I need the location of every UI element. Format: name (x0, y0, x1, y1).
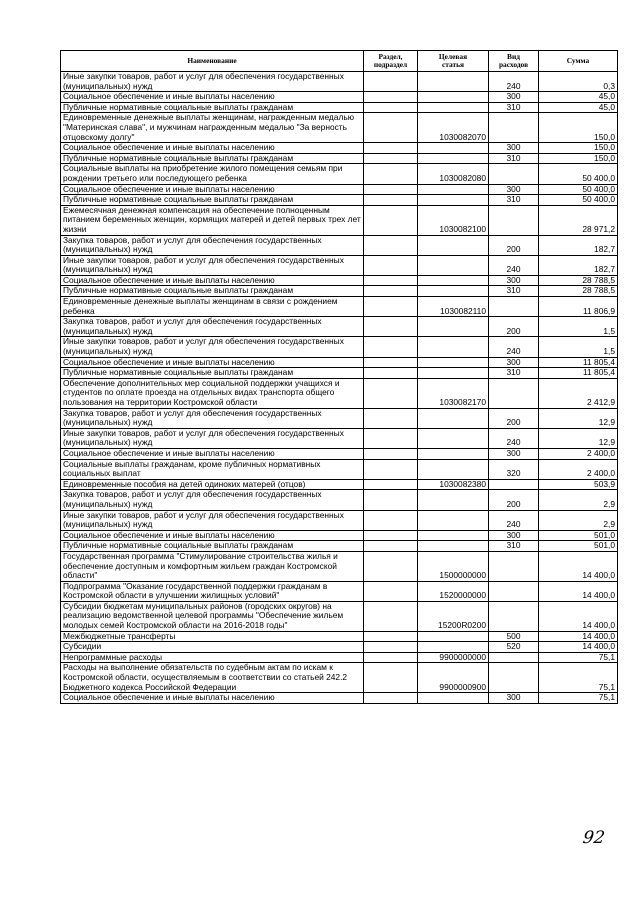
table-row (61, 143, 618, 154)
row-target (418, 448, 489, 459)
row-target (418, 459, 489, 479)
row-section (364, 235, 418, 255)
row-target: 15200R0200 (418, 601, 489, 631)
row-name: Социальное обеспечение и иные выплаты населению (61, 143, 364, 154)
row-kind: 300 (489, 184, 539, 195)
row-section (364, 275, 418, 286)
table-row (61, 510, 618, 530)
row-section (364, 663, 418, 693)
row-sum: 501,0 (539, 541, 618, 552)
table-row (61, 357, 618, 368)
table-row (61, 297, 618, 317)
table-row (61, 693, 618, 704)
table-row (61, 205, 618, 235)
row-sum: 50 400,0 (539, 184, 618, 195)
table-row (61, 601, 618, 631)
row-sum: 11 805,4 (539, 368, 618, 379)
row-name: Иные закупки товаров, работ и услуг для обеспечения государственных (муниципальных) нужд (61, 72, 364, 92)
header-section: Раздел, подраздел (364, 51, 418, 72)
row-kind (489, 297, 539, 317)
row-section (364, 113, 418, 143)
row-sum: 1,5 (539, 337, 618, 357)
row-sum: 0,3 (539, 72, 618, 92)
row-sum: 11 806,9 (539, 297, 618, 317)
row-kind: 200 (489, 235, 539, 255)
table-row (61, 541, 618, 552)
row-name: Социальное обеспечение и иные выплаты населению (61, 448, 364, 459)
table-row (61, 235, 618, 255)
row-target (418, 693, 489, 704)
row-sum: 75,1 (539, 663, 618, 693)
row-kind (489, 378, 539, 408)
row-kind (489, 551, 539, 581)
row-kind: 300 (489, 143, 539, 154)
table-row (61, 337, 618, 357)
row-kind (489, 663, 539, 693)
row-section (364, 408, 418, 428)
row-sum: 1,5 (539, 317, 618, 337)
row-target: 9900000000 (418, 652, 489, 663)
table-row (61, 408, 618, 428)
row-section (364, 102, 418, 113)
table-row (61, 642, 618, 653)
row-target (418, 195, 489, 206)
row-sum: 12,9 (539, 428, 618, 448)
row-kind: 300 (489, 357, 539, 368)
row-sum: 28 788,5 (539, 286, 618, 297)
row-kind (489, 601, 539, 631)
row-sum: 2 400,0 (539, 459, 618, 479)
row-section (364, 642, 418, 653)
row-target (418, 317, 489, 337)
row-sum: 75,1 (539, 652, 618, 663)
row-name: Единовременные денежные выплаты женщинам, награжденным медалью "Материнская слава", и мужчинам награжденным медалью "За верность отцовскому долгу" (61, 113, 364, 143)
row-target: 1030082080 (418, 164, 489, 184)
row-target: 1030082380 (418, 479, 489, 490)
table-row (61, 286, 618, 297)
row-name: Социальные выплаты на приобретение жилого помещения семьям при рождении третьего или последующего ребенка (61, 164, 364, 184)
row-kind: 300 (489, 92, 539, 103)
row-sum: 12,9 (539, 408, 618, 428)
row-name: Закупка товаров, работ и услуг для обеспечения государственных (муниципальных) нужд (61, 317, 364, 337)
row-section (364, 490, 418, 510)
table-row (61, 195, 618, 206)
row-kind: 310 (489, 541, 539, 552)
row-section (364, 459, 418, 479)
row-section (364, 92, 418, 103)
row-section (364, 378, 418, 408)
row-target (418, 408, 489, 428)
row-kind: 240 (489, 255, 539, 275)
row-kind: 200 (489, 408, 539, 428)
row-name: Социальное обеспечение и иные выплаты населению (61, 275, 364, 286)
row-section (364, 317, 418, 337)
row-section (364, 631, 418, 642)
row-sum: 14 400,0 (539, 581, 618, 601)
row-target (418, 153, 489, 164)
row-target (418, 368, 489, 379)
header-name: Наименование (61, 51, 364, 72)
row-name: Публичные нормативные социальные выплаты гражданам (61, 153, 364, 164)
row-name: Иные закупки товаров, работ и услуг для обеспечения государственных (муниципальных) нужд (61, 337, 364, 357)
row-target (418, 631, 489, 642)
row-section (364, 297, 418, 317)
row-sum: 2,9 (539, 490, 618, 510)
table-row (61, 490, 618, 510)
table-row (61, 459, 618, 479)
row-kind (489, 164, 539, 184)
header-kind: Вид расходов (489, 51, 539, 72)
row-section (364, 428, 418, 448)
row-target (418, 428, 489, 448)
row-target: 1030082100 (418, 205, 489, 235)
row-target (418, 235, 489, 255)
row-section (364, 368, 418, 379)
row-sum: 182,7 (539, 255, 618, 275)
row-name: Единовременные денежные выплаты женщинам в связи с рождением ребенка (61, 297, 364, 317)
row-section (364, 255, 418, 275)
table-row (61, 428, 618, 448)
table-row (61, 184, 618, 195)
row-sum: 14 400,0 (539, 631, 618, 642)
row-sum: 150,0 (539, 113, 618, 143)
row-sum: 14 400,0 (539, 551, 618, 581)
row-kind: 310 (489, 195, 539, 206)
row-name: Социальное обеспечение и иные выплаты населению (61, 530, 364, 541)
row-section (364, 205, 418, 235)
row-section (364, 143, 418, 154)
row-sum: 45,0 (539, 92, 618, 103)
table-row (61, 652, 618, 663)
row-name: Субсидии бюджетам муниципальных районов (городских округов) на реализацию ведомственной целевой программы "Обеспечение жильем молодых семей Костромской области на 2016-2018 годы" (61, 601, 364, 631)
row-name: Ежемесячная денежная компенсация на обеспечение полноценным питанием беременных женщин, кормящих матерей и детей первых трех лет жизни (61, 205, 364, 235)
table-row (61, 153, 618, 164)
budget-table (60, 50, 618, 704)
table-row (61, 368, 618, 379)
table-body (61, 72, 618, 704)
row-kind: 310 (489, 286, 539, 297)
row-target (418, 357, 489, 368)
row-name: Обеспечение дополнительных мер социальной поддержки учащихся и студентов по оплате проезда на отдельных видах транспорта общего пользования на территории Костромской области (61, 378, 364, 408)
row-kind (489, 479, 539, 490)
row-section (364, 530, 418, 541)
table-row (61, 581, 618, 601)
row-name: Непрограммные расходы (61, 652, 364, 663)
table-row (61, 448, 618, 459)
row-section (364, 693, 418, 704)
row-sum: 75,1 (539, 693, 618, 704)
row-name: Закупка товаров, работ и услуг для обеспечения государственных (муниципальных) нужд (61, 490, 364, 510)
table-row (61, 72, 618, 92)
row-sum: 2 400,0 (539, 448, 618, 459)
row-kind (489, 113, 539, 143)
row-sum: 28 971,2 (539, 205, 618, 235)
row-section (364, 164, 418, 184)
row-target (418, 255, 489, 275)
row-name: Субсидии (61, 642, 364, 653)
row-name: Публичные нормативные социальные выплаты гражданам (61, 286, 364, 297)
row-sum: 182,7 (539, 235, 618, 255)
row-target (418, 102, 489, 113)
row-kind: 300 (489, 693, 539, 704)
table-row (61, 113, 618, 143)
row-target (418, 72, 489, 92)
row-sum: 501,0 (539, 530, 618, 541)
row-name: Публичные нормативные социальные выплаты гражданам (61, 368, 364, 379)
row-sum: 50 400,0 (539, 195, 618, 206)
row-sum: 150,0 (539, 153, 618, 164)
row-section (364, 337, 418, 357)
row-target (418, 92, 489, 103)
row-name: Иные закупки товаров, работ и услуг для обеспечения государственных (муниципальных) нужд (61, 428, 364, 448)
row-kind: 300 (489, 530, 539, 541)
row-kind (489, 652, 539, 663)
row-sum: 11 805,4 (539, 357, 618, 368)
table-row (61, 479, 618, 490)
row-kind: 240 (489, 72, 539, 92)
header-sum: Сумма (539, 51, 618, 72)
row-name: Расходы на выполнение обязательств по судебным актам по искам к Костромской области, осуществляемым в соответствии со статьей 242.2 Бюджетного кодекса Российской Федерации (61, 663, 364, 693)
table-row (61, 631, 618, 642)
row-target: 1030082170 (418, 378, 489, 408)
row-name: Социальное обеспечение и иные выплаты населению (61, 693, 364, 704)
row-section (364, 541, 418, 552)
row-sum: 45,0 (539, 102, 618, 113)
row-target (418, 184, 489, 195)
row-target: 1030082110 (418, 297, 489, 317)
row-kind: 310 (489, 102, 539, 113)
row-target (418, 541, 489, 552)
row-target: 9900000900 (418, 663, 489, 693)
row-section (364, 153, 418, 164)
row-kind: 200 (489, 317, 539, 337)
row-name: Государственная программа "Стимулирование строительства жилья и обеспечение доступным и комфортным жильем граждан Костромской области" (61, 551, 364, 581)
row-kind: 310 (489, 368, 539, 379)
row-kind: 300 (489, 448, 539, 459)
row-kind: 240 (489, 337, 539, 357)
row-kind: 320 (489, 459, 539, 479)
row-section (364, 601, 418, 631)
row-name: Социальное обеспечение и иные выплаты населению (61, 357, 364, 368)
row-name: Межбюджетные трансферты (61, 631, 364, 642)
row-kind: 500 (489, 631, 539, 642)
row-kind: 310 (489, 153, 539, 164)
row-section (364, 510, 418, 530)
row-target: 1520000000 (418, 581, 489, 601)
row-sum: 28 788,5 (539, 275, 618, 286)
row-sum: 150,0 (539, 143, 618, 154)
table-row (61, 378, 618, 408)
row-sum: 2,9 (539, 510, 618, 530)
row-name: Социальные выплаты гражданам, кроме публичных нормативных социальных выплат (61, 459, 364, 479)
row-kind: 300 (489, 275, 539, 286)
row-name: Социальное обеспечение и иные выплаты населению (61, 92, 364, 103)
row-target (418, 510, 489, 530)
row-name: Закупка товаров, работ и услуг для обеспечения государственных (муниципальных) нужд (61, 235, 364, 255)
table-row (61, 530, 618, 541)
row-sum: 14 400,0 (539, 642, 618, 653)
table-row (61, 255, 618, 275)
row-kind (489, 581, 539, 601)
row-name: Публичные нормативные социальные выплаты гражданам (61, 195, 364, 206)
table-row (61, 317, 618, 337)
row-section (364, 479, 418, 490)
row-kind: 520 (489, 642, 539, 653)
row-name: Публичные нормативные социальные выплаты гражданам (61, 541, 364, 552)
row-target (418, 642, 489, 653)
row-name: Подпрограмма "Оказание государственной поддержки гражданам в Костромской области в улучшении жилищных условий" (61, 581, 364, 601)
row-section (364, 448, 418, 459)
header-target: Целевая статья (418, 51, 489, 72)
row-section (364, 581, 418, 601)
row-kind: 240 (489, 428, 539, 448)
row-name: Публичные нормативные социальные выплаты гражданам (61, 102, 364, 113)
row-target (418, 275, 489, 286)
row-name: Единовременные пособия на детей одиноких матерей (отцов) (61, 479, 364, 490)
page-number: 92 (581, 828, 607, 848)
row-section (364, 652, 418, 663)
row-section (364, 195, 418, 206)
row-name: Закупка товаров, работ и услуг для обеспечения государственных (муниципальных) нужд (61, 408, 364, 428)
row-name: Иные закупки товаров, работ и услуг для обеспечения государственных (муниципальных) нужд (61, 255, 364, 275)
table-row (61, 164, 618, 184)
row-section (364, 72, 418, 92)
table-row (61, 92, 618, 103)
table-row (61, 275, 618, 286)
row-section (364, 286, 418, 297)
row-target (418, 530, 489, 541)
row-section (364, 551, 418, 581)
row-section (364, 357, 418, 368)
row-target (418, 337, 489, 357)
row-kind: 240 (489, 510, 539, 530)
row-sum: 50 400,0 (539, 164, 618, 184)
row-target: 1030082070 (418, 113, 489, 143)
row-name: Иные закупки товаров, работ и услуг для обеспечения государственных (муниципальных) нужд (61, 510, 364, 530)
table-row (61, 663, 618, 693)
row-target (418, 143, 489, 154)
row-sum: 503,9 (539, 479, 618, 490)
row-sum: 14 400,0 (539, 601, 618, 631)
row-target: 1500000000 (418, 551, 489, 581)
table-row (61, 102, 618, 113)
row-sum: 2 412,9 (539, 378, 618, 408)
row-kind (489, 205, 539, 235)
row-kind: 200 (489, 490, 539, 510)
table-header-row (61, 51, 618, 72)
row-name: Социальное обеспечение и иные выплаты населению (61, 184, 364, 195)
row-target (418, 490, 489, 510)
row-section (364, 184, 418, 195)
row-target (418, 286, 489, 297)
table-row (61, 551, 618, 581)
